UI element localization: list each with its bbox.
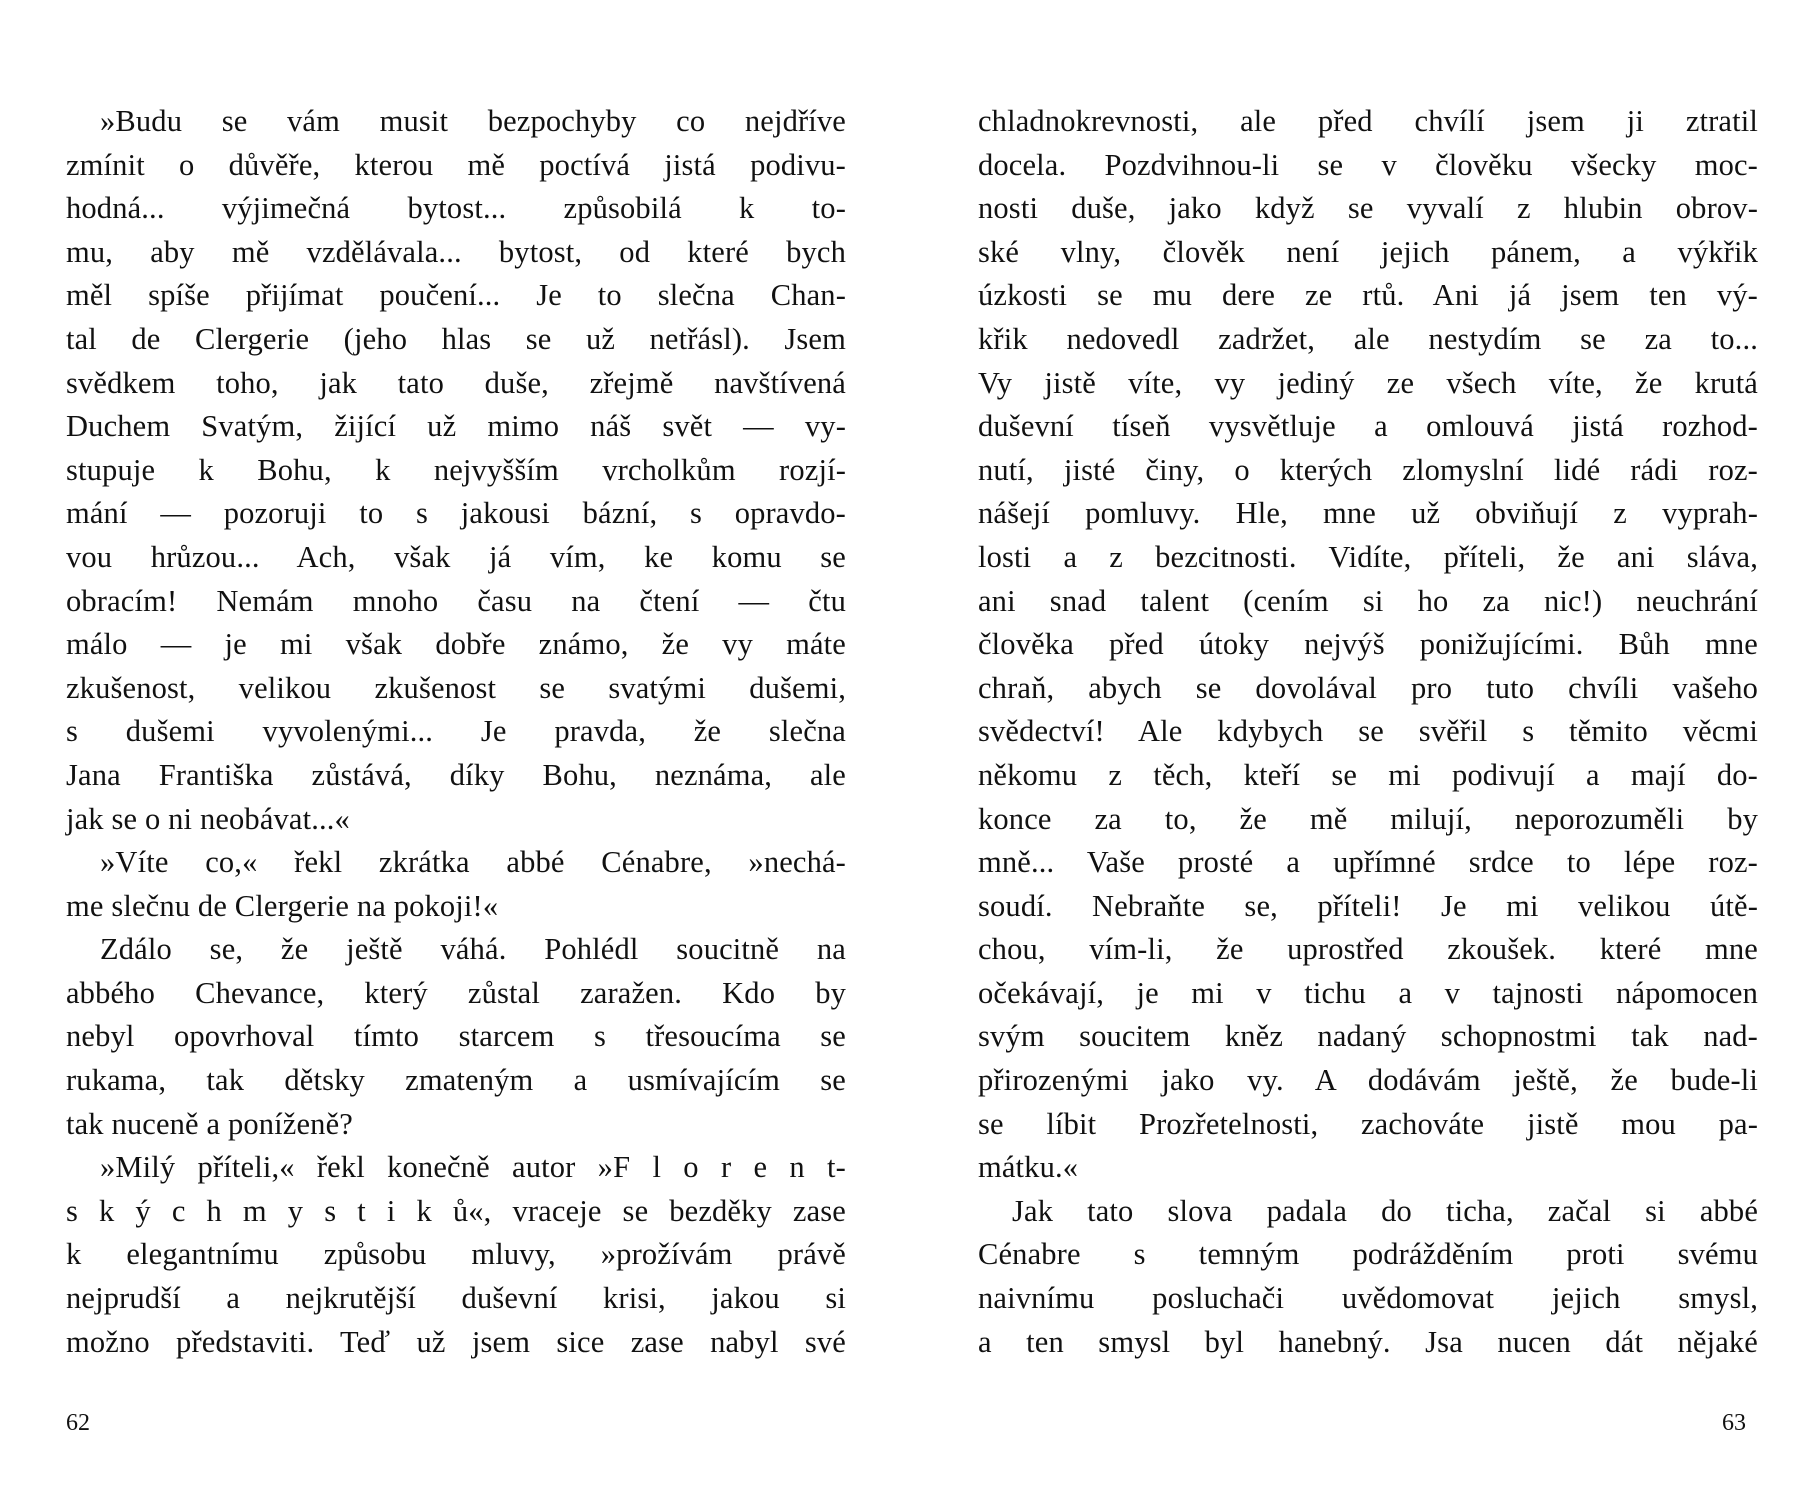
text-line: k elegantnímu způsobu mluvy, »prožívám právě	[66, 1237, 846, 1272]
text-line: Duchem Svatým, žijící už mimo náš svět — vy-	[66, 409, 846, 444]
text-line: konce za to, že mě milují, neporozuměli by	[978, 801, 1758, 836]
text-line: me slečnu de Clergerie na pokoji!«	[66, 888, 499, 923]
text-line: duševní tíseň vysvětluje a omlouvá jistá rozhod-	[978, 409, 1758, 444]
text-line: svědkem toho, jak tato duše, zřejmě navštívená	[66, 365, 846, 400]
text-line: losti a z bezcitnosti. Vidíte, příteli, že ani sláva,	[978, 539, 1758, 574]
text-line: mání — pozoruji to s jakousi bázní, s opravdo-	[66, 496, 846, 531]
text-line: mně... Vaše prosté a upřímné srdce to lépe roz-	[978, 845, 1758, 880]
text-line: »Budu se vám musit bezpochyby co nejdříve	[100, 104, 846, 138]
text-line: chladnokrevnosti, ale před chvílí jsem ji ztratil	[978, 104, 1758, 138]
text-line: soudí. Nebraňte se, příteli! Je mi velikou útě-	[978, 888, 1758, 923]
text-line: hodná... výjimečná bytost... způsobilá k to-	[66, 191, 846, 226]
text-line: někomu z těch, kteří se mi podivují a mají do-	[978, 757, 1758, 792]
text-line: docela. Pozdvihnou-li se v člověku všecky moc-	[978, 147, 1758, 182]
text-line: »Milý příteli,« řekl konečně autor »F l o r e n t-	[100, 1150, 846, 1185]
text-line: člověka před útoky nejvýš ponižujícími. Bůh mne	[978, 627, 1758, 662]
text-line: se líbit Prozřetelnosti, zachováte jistě mou pa-	[978, 1106, 1758, 1141]
left-page-number: 62	[66, 1410, 90, 1436]
text-line: stupuje k Bohu, k nejvyšším vrcholkům rozjí-	[66, 452, 846, 487]
text-line: abbého Chevance, který zůstal zaražen. Kdo by	[66, 975, 846, 1010]
text-line: nebyl opovrhoval tímto starcem s třesoucíma se	[66, 1019, 846, 1054]
text-line: naivnímu posluchači uvědomovat jejich smysl,	[978, 1281, 1758, 1316]
text-line: možno představiti. Teď už jsem sice zase nabyl své	[66, 1324, 846, 1359]
text-line: Jana Františka zůstává, díky Bohu, neznáma, ale	[66, 757, 846, 792]
text-line: svědectví! Ale kdybych se svěřil s těmito věcmi	[978, 714, 1758, 749]
text-line: měl spíše přijímat poučení... Je to slečna Chan-	[66, 278, 846, 313]
text-line: přirozenými jako vy. A dodávám ještě, že bude-li	[978, 1063, 1758, 1098]
text-line: s dušemi vyvolenými... Je pravda, že slečna	[66, 714, 846, 749]
text-line: nejprudší a nejkrutější duševní krisi, jakou si	[66, 1281, 846, 1316]
text-line: mu, aby mě vzdělávala... bytost, od které bych	[66, 234, 846, 269]
text-line: nášejí pomluvy. Hle, mne už obviňují z vyprah-	[978, 496, 1758, 531]
text-line: ské vlny, člověk není jejich pánem, a výkřik	[978, 234, 1758, 269]
text-line: tal de Clergerie (jeho hlas se už netřásl). Jsem	[66, 321, 846, 356]
right-page-text	[978, 100, 1758, 1364]
text-line: zkušenost, velikou zkušenost se svatými dušemi,	[66, 670, 846, 705]
text-line: chou, vím-li, že uprostřed zkoušek. které mne	[978, 932, 1758, 967]
text-line: Cénabre s temným podrážděním proti svému	[978, 1237, 1758, 1272]
text-line: zmínit o důvěře, kterou mě poctívá jistá podivu-	[66, 147, 846, 182]
text-line: rukama, tak dětsky zmateným a usmívajícím se	[66, 1063, 846, 1098]
text-line: málo — je mi však dobře známo, že vy máte	[66, 627, 846, 662]
left-page-text	[66, 100, 846, 1364]
text-line: svým soucitem kněz nadaný schopnostmi tak nad-	[978, 1019, 1758, 1054]
text-line: očekávají, je mi v tichu a v tajnosti nápomocen	[978, 975, 1758, 1010]
text-line: Vy jistě víte, vy jediný ze všech víte, že krutá	[978, 365, 1758, 400]
text-line: tak nuceně a poníženě?	[66, 1106, 353, 1141]
text-line: nutí, jisté činy, o kterých zlomyslní lidé rádi roz-	[978, 452, 1758, 487]
text-line: a ten smysl byl hanebný. Jsa nucen dát nějaké	[978, 1324, 1758, 1359]
text-line: úzkosti se mu dere ze rtů. Ani já jsem ten vý-	[978, 278, 1758, 313]
text-line: Jak tato slova padala do ticha, začal si abbé	[1012, 1193, 1758, 1228]
text-line: jak se o ni neobávat...«	[66, 801, 350, 836]
text-line: křik nedovedl zadržet, ale nestydím se za to...	[978, 321, 1758, 356]
text-line: chraň, abych se dovolával pro tuto chvíli vašeho	[978, 670, 1758, 705]
text-line: obracím! Nemám mnoho času na čtení — čtu	[66, 583, 846, 618]
text-line: nosti duše, jako když se vyvalí z hlubin obrov-	[978, 191, 1758, 226]
text-line: mátku.«	[978, 1150, 1079, 1185]
text-line: s k ý c h m y s t i k ů«, vraceje se bezděky zase	[66, 1193, 846, 1228]
text-line: Zdálo se, že ještě váhá. Pohlédl soucitně na	[100, 932, 846, 967]
text-line: ani snad talent (cením si ho za nic!) neuchrání	[978, 583, 1758, 618]
right-page-number: 63	[1722, 1410, 1746, 1436]
text-line: »Víte co,« řekl zkrátka abbé Cénabre, »nechá-	[100, 845, 846, 880]
text-line: vou hrůzou... Ach, však já vím, ke komu se	[66, 539, 846, 574]
